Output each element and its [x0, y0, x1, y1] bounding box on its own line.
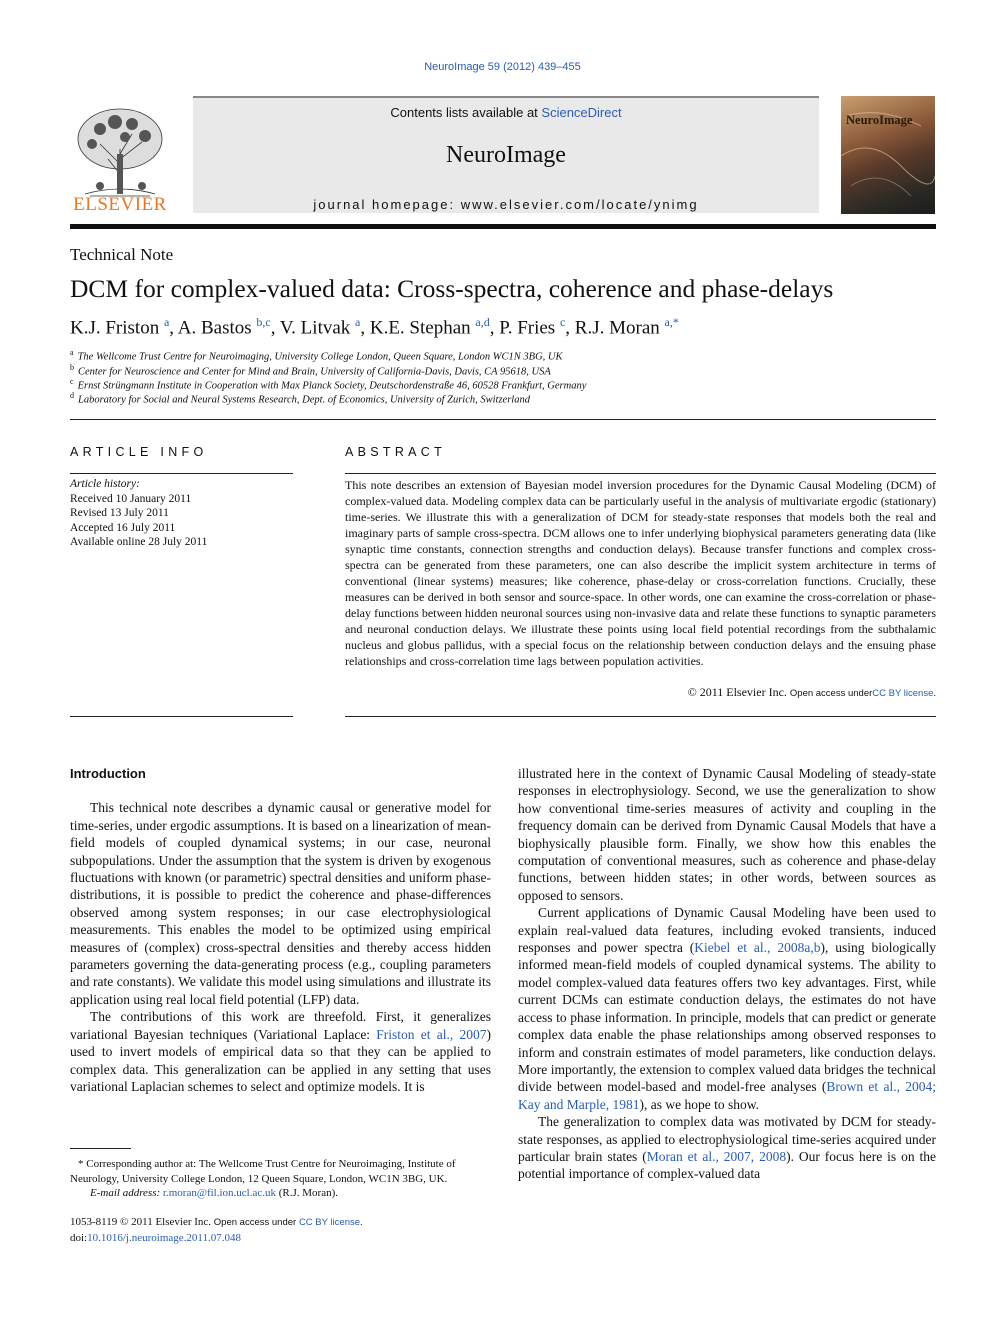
sciencedirect-link[interactable]: ScienceDirect — [541, 105, 622, 120]
article-type: Technical Note — [70, 245, 174, 264]
author-affiliation-mark[interactable]: a,d — [475, 315, 490, 329]
section-heading-introduction: Introduction — [70, 766, 146, 781]
article-title: DCM for complex-valued data: Cross-spectra, coherence and phase-delays — [70, 274, 834, 303]
paragraph: illustrated here in the context of Dynamic Causal Modeling of steady-state responses in electrophysiology. Second, we use the generalization to show how conventional time-series measures of activity and coupling in the frequency domain can be derived from Dynamic Causal Models that have a biophysically plausible form. Finally, we show how this enables the computation of conventional measures, such as coherence and phase-delay functions, between hidden states; in other words, between sources as opposed to sensors. — [518, 766, 936, 903]
journal-citation[interactable]: NeuroImage 59 (2012) 439–455 — [424, 61, 581, 73]
author-affiliation-mark[interactable]: a — [355, 315, 361, 329]
cc-by-license-link[interactable]: CC BY license — [872, 688, 934, 699]
history-label: Article history: — [70, 478, 140, 490]
affiliation: $^d$ Laboratory for Social and Neural Systems Research, Dept. of Economics, University of Zurich, Switzerland — [70, 391, 530, 406]
affiliation: $^b$ Center for Neuroscience and Center for Mind and Brain, University of California-Davis, Davis, CA 95618, USA — [70, 363, 551, 378]
author-affiliation-mark[interactable]: b,c — [256, 315, 271, 329]
masthead-top-rule — [193, 96, 819, 98]
article-history — [70, 477, 207, 550]
journal-name: NeuroImage — [446, 142, 566, 168]
author-name[interactable]: K.E. Stephan — [369, 317, 471, 339]
citation-link[interactable]: Brown et al., 2004; Kay and Marple, 1981 — [518, 1079, 936, 1112]
abstract-copyright: © 2011 Elsevier Inc. Open access underCC BY license. — [687, 685, 936, 699]
author-list: K.J. Friston $^a$, A. Bastos $^{b,c}$, V. Litvak $^a$, K.E. Stephan $^{a,d}$, P. Fries $^c$, R.J. Moran $^{a,*}$ — [70, 315, 679, 339]
divider — [70, 473, 293, 474]
citation-link[interactable]: Friston et al., 2007 — [376, 1026, 487, 1042]
citation-link[interactable]: Kiebel et al., 2008a,b — [694, 940, 821, 956]
abstract-text: This note describes an extension of Bayesian model inversion procedures for the Dynamic Causal Modeling (DCM) of complex-valued data. Modeling complex data can be particularly useful in the analysis of multivariate ergodic (stationary) time-series. We illustrate this with a generalization of DCM for steady-state responses that models both the real and imaginary parts of sample cross-spectra. DCM allows one to infer underlying biophysical parameters generating data (like synaptic time constants, connection strengths and conduction delays). Because transfer functions and complex cross-spectra can be generated from these parameters, one can also describe the implicit system architecture in terms of conventional (linear systems) measures; like coherence, phase-delay or cross-correlation functions. Crucially, these measures can be derived in both sensor and source-space. In other words, one can examine the cross-correlation or phase-delay functions between hidden neuronal sources using non-invasive data and relate these functions to synaptic parameters and neuronal conduction delays. We illustrate these points using local field potential recordings from the subthalamic nucleus and globus pallidus, with a special focus on the relationship between conduction delays and the ensuing phase relationships and cross-correlation time lags between population activities. — [345, 478, 936, 668]
author-name[interactable]: P. Fries — [499, 317, 556, 339]
author-name[interactable]: V. Litvak — [279, 317, 351, 339]
author-name[interactable]: K.J. Friston — [70, 317, 160, 339]
paragraph: This technical note describes a dynamic causal or generative model for time-series, under ergodic assumptions. It is based on a linearization of mean-field models of coupled dynamical systems; in our case, neuronal subpopulations. Under the assumption that the system is driven by exogenous fluctuations with known (or parametric) spectral densities and uniform phase-distributions, it is possible to predict the coherence and phase-differences observed among system responses; in our case electrophysiological measurements. This enables the model to be optimized using empirical measures of (complex) cross-spectral densities and thereby access hidden parameters governing the data-generating process (e.g., coupling parameters and rate constants). We validate this model using simulations and illustrate its application using real local field potential (LFP) data. — [70, 800, 491, 1007]
author-affiliation-mark[interactable]: c — [559, 315, 566, 329]
author-affiliation-mark[interactable]: a,* — [664, 315, 679, 329]
revised-date: Revised 13 July 2011 — [70, 507, 169, 519]
divider — [70, 716, 293, 717]
accepted-date: Accepted 16 July 2011 — [70, 521, 176, 534]
affiliation: $^c$ Ernst Strüngmann Institute in Cooperation with Max Planck Society, Deutschordenstraße 46, 60528 Frankfurt, Germany — [70, 377, 587, 392]
footnote-rule — [70, 1148, 131, 1149]
paragraph: The generalization to complex data was motivated by DCM for steady-state responses, as applied to electrophysiological time-series acquired under particular brain states (Moran et al., 2007, 2008). Our focus here is on the potential importance of complex-valued data — [518, 1114, 936, 1182]
author-name[interactable]: R.J. Moran — [574, 317, 660, 339]
abstract-heading: ABSTRACT — [345, 445, 447, 459]
online-date: Available online 28 July 2011 — [70, 536, 208, 548]
received-date: Received 10 January 2011 — [70, 492, 192, 505]
divider — [345, 716, 936, 717]
body-right-column — [518, 765, 936, 1183]
doi-link[interactable]: 10.1016/j.neuroimage.2011.07.048 — [87, 1231, 242, 1244]
article-info-heading: ARTICLE INFO — [70, 445, 208, 459]
elsevier-wordmark: ELSEVIER — [73, 194, 167, 215]
cc-by-license-link[interactable]: CC BY license — [298, 1217, 361, 1228]
cover-title: NeuroImage — [846, 113, 913, 127]
corresponding-author-footnote: * Corresponding author at: The Wellcome Trust Centre for Neuroimaging, Institute of Neurology, University College London, 12 Queen Square, London, WC1N 3BG, UK. E-mail address: r.moran@fil.ion.ucl.ac.uk (R.J. Moran). — [70, 1158, 456, 1199]
masthead-bottom-rule — [70, 224, 936, 229]
divider — [345, 473, 936, 474]
page-footer: 1053-8119 © 2011 Elsevier Inc. Open access under CC BY license. doi:10.1016/j.neuroimage.2011.07.048 — [70, 1216, 363, 1244]
body-left-column — [70, 765, 491, 1095]
paragraph: The contributions of this work are threefold. First, it generalizes variational Bayesian techniques (Variational Laplace: Friston et al., 2007) used to invert models of empirical data so that they can be applied to complex data. This generalization can be applied in any setting that uses variational Laplacian schemes to select and optimize models. It is — [70, 1009, 491, 1094]
author-affiliation-mark[interactable]: a — [163, 315, 170, 329]
affiliation: $^a$ The Wellcome Trust Centre for Neuroimaging, University College London, Queen Square, London WC1N 3BG, UK — [70, 348, 563, 363]
journal-homepage[interactable]: journal homepage: www.elsevier.com/locate/ynimg — [313, 197, 699, 212]
paragraph: Current applications of Dynamic Causal Modeling have been used to explain real-valued data features, including evoked transients, induced responses and power spectra (Kiebel et al., 2008a,b), using biologically informed mean-field models of coupled dynamical systems. The ability to model complex-valued data features offers two key advantages. First, while current DCMs can estimate conduction delays, the estimates do not have access to phase information. In principle, models that can predict or generate complex data enable the phase relationships among observed responses to inform and constrain estimates of model parameters, like conduction delays. More importantly, the extension to complex valued data bridges the technical divide between model-based and model-free analyses (Brown et al., 2004; Kay and Marple, 1981), as we hope to show. — [518, 905, 936, 1112]
email-link[interactable]: r.moran@fil.ion.ucl.ac.uk — [162, 1187, 276, 1199]
author-name[interactable]: A. Bastos — [177, 317, 252, 339]
divider — [70, 419, 936, 420]
citation-link[interactable]: Moran et al., 2007, 2008 — [646, 1148, 787, 1164]
contents-availability-line: Contents lists available at ScienceDirect — [390, 105, 622, 120]
